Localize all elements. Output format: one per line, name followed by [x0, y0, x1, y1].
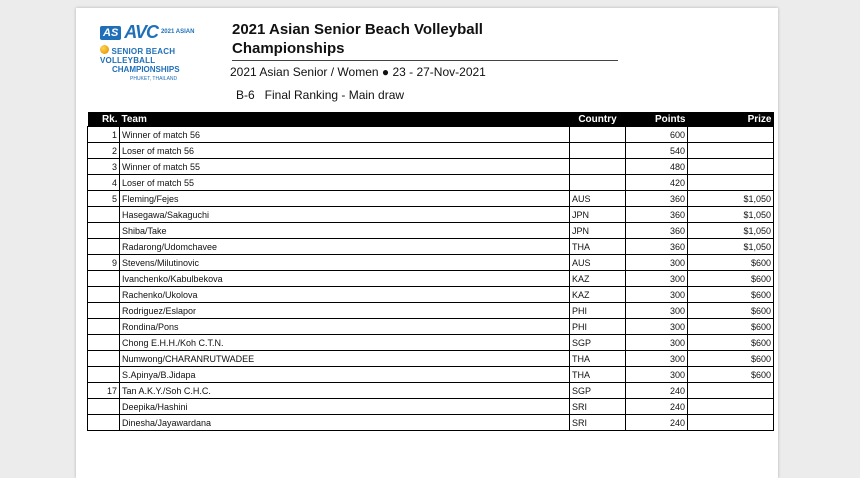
- rank-cell: 5: [88, 191, 120, 207]
- points-cell: 540: [626, 143, 688, 159]
- team-cell: Dinesha/Jayawardana: [120, 415, 570, 431]
- team-cell: Winner of match 55: [120, 159, 570, 175]
- logo-brand: AVC: [124, 22, 158, 42]
- prize-cell: $600: [688, 271, 774, 287]
- prize-cell: $1,050: [688, 191, 774, 207]
- title-underline: [232, 60, 618, 61]
- points-cell: 300: [626, 255, 688, 271]
- country-cell: JPN: [570, 223, 626, 239]
- country-cell: [570, 159, 626, 175]
- document-page: [76, 8, 778, 478]
- table-row: [88, 271, 774, 287]
- col-points-header: Points: [626, 112, 688, 127]
- col-prize-header: Prize: [688, 112, 774, 127]
- rank-cell: [88, 303, 120, 319]
- country-cell: PHI: [570, 319, 626, 335]
- event-subtitle: 2021 Asian Senior / Women ● 23 - 27-Nov-2021: [230, 65, 486, 79]
- table-row: [88, 367, 774, 383]
- points-cell: 300: [626, 319, 688, 335]
- country-cell: KAZ: [570, 271, 626, 287]
- team-cell: Ivanchenko/Kabulbekova: [120, 271, 570, 287]
- points-cell: 300: [626, 287, 688, 303]
- rank-cell: [88, 271, 120, 287]
- team-cell: Shiba/Take: [120, 223, 570, 239]
- prize-cell: [688, 415, 774, 431]
- points-cell: 240: [626, 415, 688, 431]
- table-row: [88, 415, 774, 431]
- points-cell: 300: [626, 303, 688, 319]
- table-row: [88, 191, 774, 207]
- country-cell: AUS: [570, 255, 626, 271]
- prize-cell: $600: [688, 335, 774, 351]
- country-cell: JPN: [570, 207, 626, 223]
- points-cell: 360: [626, 207, 688, 223]
- table-row: [88, 303, 774, 319]
- table-row: [88, 351, 774, 367]
- prize-cell: $600: [688, 287, 774, 303]
- country-cell: KAZ: [570, 287, 626, 303]
- logo-line3: CHAMPIONSHIPS: [112, 65, 180, 74]
- rank-cell: 17: [88, 383, 120, 399]
- points-cell: 360: [626, 223, 688, 239]
- rank-cell: [88, 335, 120, 351]
- prize-cell: [688, 127, 774, 143]
- rank-cell: [88, 367, 120, 383]
- prize-cell: $1,050: [688, 239, 774, 255]
- rank-cell: 2: [88, 143, 120, 159]
- country-cell: [570, 175, 626, 191]
- team-cell: Loser of match 56: [120, 143, 570, 159]
- avc-championship-logo: [100, 22, 222, 82]
- points-cell: 300: [626, 367, 688, 383]
- title-line2: Championships: [232, 40, 345, 57]
- rank-cell: [88, 351, 120, 367]
- table-row: [88, 383, 774, 399]
- rank-cell: [88, 239, 120, 255]
- table-row: [88, 127, 774, 143]
- points-cell: 300: [626, 335, 688, 351]
- points-cell: 360: [626, 191, 688, 207]
- country-cell: SRI: [570, 415, 626, 431]
- prize-cell: $600: [688, 319, 774, 335]
- country-cell: [570, 127, 626, 143]
- col-team-header: Team: [120, 112, 570, 127]
- country-cell: AUS: [570, 191, 626, 207]
- prize-cell: $600: [688, 351, 774, 367]
- rank-cell: 4: [88, 175, 120, 191]
- rank-cell: 1: [88, 127, 120, 143]
- points-cell: 240: [626, 383, 688, 399]
- title-line1: 2021 Asian Senior Beach Volleyball: [232, 21, 483, 38]
- prize-cell: [688, 143, 774, 159]
- team-cell: Tan A.K.Y./Soh C.H.C.: [120, 383, 570, 399]
- country-cell: [570, 143, 626, 159]
- rank-cell: [88, 415, 120, 431]
- country-cell: SGP: [570, 383, 626, 399]
- prize-cell: $600: [688, 255, 774, 271]
- table-row: [88, 319, 774, 335]
- ranking-rows: [88, 127, 774, 431]
- points-cell: 420: [626, 175, 688, 191]
- team-cell: Rodriguez/Eslapor: [120, 303, 570, 319]
- team-cell: Chong E.H.H./Koh C.T.N.: [120, 335, 570, 351]
- table-row: [88, 287, 774, 303]
- table-row: [88, 143, 774, 159]
- logo-small-text: 2021 ASIAN: [160, 29, 195, 35]
- logo-line2: SENIOR BEACH VOLLEYBALL: [100, 47, 176, 65]
- country-cell: SGP: [570, 335, 626, 351]
- table-row: [88, 239, 774, 255]
- country-cell: SRI: [570, 399, 626, 415]
- table-header-row: [88, 112, 774, 127]
- table-row: [88, 399, 774, 415]
- report-label: B-6 Final Ranking - Main draw: [236, 88, 405, 102]
- table-row: [88, 223, 774, 239]
- country-cell: THA: [570, 367, 626, 383]
- prize-cell: [688, 399, 774, 415]
- country-cell: THA: [570, 351, 626, 367]
- page-title: [232, 20, 483, 58]
- points-cell: 300: [626, 271, 688, 287]
- logo-badge: AS: [100, 26, 121, 40]
- team-cell: S.Apinya/B.Jidapa: [120, 367, 570, 383]
- points-cell: 360: [626, 239, 688, 255]
- team-cell: Rondina/Pons: [120, 319, 570, 335]
- rank-cell: [88, 399, 120, 415]
- ranking-table: [87, 112, 774, 431]
- team-cell: Loser of match 55: [120, 175, 570, 191]
- team-cell: Radarong/Udomchavee: [120, 239, 570, 255]
- table-row: [88, 207, 774, 223]
- team-cell: Stevens/Milutinovic: [120, 255, 570, 271]
- volleyball-icon: [100, 45, 109, 54]
- points-cell: 600: [626, 127, 688, 143]
- rank-cell: 3: [88, 159, 120, 175]
- prize-cell: [688, 383, 774, 399]
- rank-cell: [88, 319, 120, 335]
- rank-cell: 9: [88, 255, 120, 271]
- table-row: [88, 159, 774, 175]
- points-cell: 480: [626, 159, 688, 175]
- rank-cell: [88, 207, 120, 223]
- logo-line4: PHUKET, THAILAND: [130, 76, 178, 82]
- prize-cell: $1,050: [688, 223, 774, 239]
- country-cell: PHI: [570, 303, 626, 319]
- points-cell: 300: [626, 351, 688, 367]
- points-cell: 240: [626, 399, 688, 415]
- country-cell: THA: [570, 239, 626, 255]
- prize-cell: $1,050: [688, 207, 774, 223]
- table-row: [88, 175, 774, 191]
- col-country-header: Country: [570, 112, 626, 127]
- team-cell: Hasegawa/Sakaguchi: [120, 207, 570, 223]
- prize-cell: $600: [688, 303, 774, 319]
- rank-cell: [88, 223, 120, 239]
- table-row: [88, 255, 774, 271]
- team-cell: Rachenko/Ukolova: [120, 287, 570, 303]
- team-cell: Fleming/Fejes: [120, 191, 570, 207]
- col-rank-header: Rk.: [88, 112, 120, 127]
- prize-cell: [688, 175, 774, 191]
- prize-cell: [688, 159, 774, 175]
- team-cell: Winner of match 56: [120, 127, 570, 143]
- prize-cell: $600: [688, 367, 774, 383]
- rank-cell: [88, 287, 120, 303]
- team-cell: Deepika/Hashini: [120, 399, 570, 415]
- table-row: [88, 335, 774, 351]
- team-cell: Numwong/CHARANRUTWADEE: [120, 351, 570, 367]
